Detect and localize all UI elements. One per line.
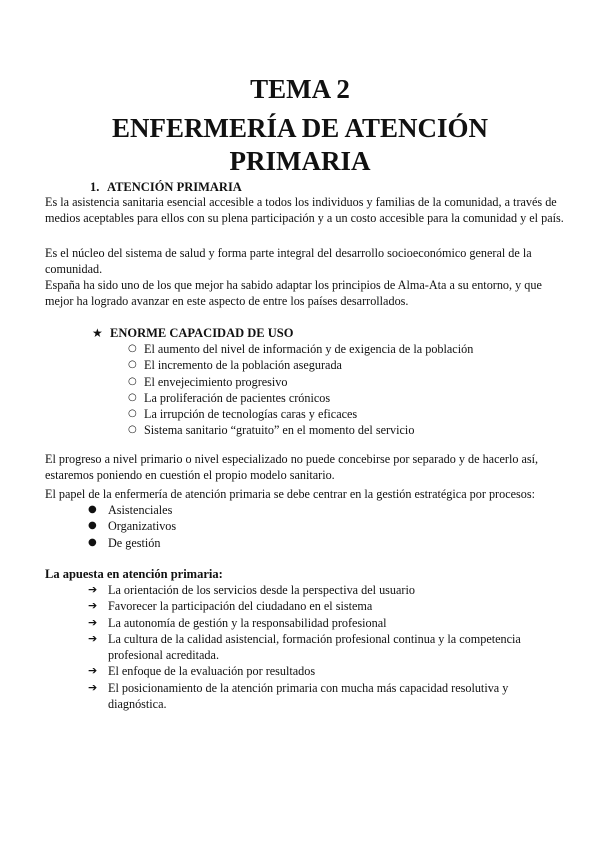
circle-bullet-icon: ○ xyxy=(128,424,137,436)
document-title-line-2: ENFERMERÍA DE ATENCIÓN xyxy=(111,113,489,143)
dot-bullet-icon: ● xyxy=(88,504,97,515)
circle-bullet-icon: ○ xyxy=(128,375,137,387)
list-item xyxy=(88,582,528,598)
list-item-text: La autonomía de gestión y la responsabilidad profesional xyxy=(108,615,387,630)
list-item xyxy=(128,406,473,422)
circle-bullet-icon: ○ xyxy=(128,391,137,403)
arrow-right-icon: ➔ xyxy=(88,631,98,645)
document-title-line-3: PRIMARIA xyxy=(229,146,371,176)
dot-bullet-icon: ● xyxy=(88,536,97,548)
star-icon: ★ xyxy=(92,326,103,340)
list-item-text: Organizativos xyxy=(108,519,177,534)
nursing-role-paragraph: El papel de la enfermería de atención primaria se debe centrar en la gestión estratégica por procesos: xyxy=(45,487,535,501)
circle-bullet-icon: ○ xyxy=(128,359,137,371)
list-item xyxy=(128,422,473,438)
definition-paragraph: Es la asistencia sanitaria esencial accesible a todos los individuos y familias de la comunidad, a través de medios aceptables para ellos con su plena participación y a un costo accesible para la comunidad y el país. xyxy=(45,195,564,225)
apuesta-list xyxy=(88,582,528,712)
list-item xyxy=(128,341,473,357)
list-item xyxy=(128,390,473,406)
list-item xyxy=(88,502,176,518)
list-item xyxy=(88,535,176,551)
progress-paragraph: El progreso a nivel primario o nivel especializado no puede concebirse por separado y de hacerlo así, estaremos poniendo en cuestión el propio modelo sanitario. xyxy=(45,452,539,482)
list-item xyxy=(88,663,528,679)
list-item xyxy=(128,374,473,390)
arrow-right-icon: ➔ xyxy=(88,680,98,694)
capacity-heading-text: ENORME CAPACIDAD DE USO xyxy=(110,326,294,340)
list-item-text: La orientación de los servicios desde la perspectiva del usuario xyxy=(108,583,415,597)
apuesta-heading: La apuesta en atención primaria: xyxy=(45,567,223,581)
list-item-text: El envejecimiento progresivo xyxy=(144,374,288,389)
section-heading xyxy=(90,180,242,195)
list-item-text: La proliferación de pacientes crónicos xyxy=(144,390,331,405)
list-item-text: Sistema sanitario “gratuito” en el momento del servicio xyxy=(144,423,415,438)
arrow-right-icon: ➔ xyxy=(88,615,98,629)
list-item xyxy=(88,680,528,713)
list-item xyxy=(88,598,528,614)
section-heading-text: ATENCIÓN PRIMARIA xyxy=(107,180,242,194)
list-item xyxy=(88,518,176,534)
core-paragraph: Es el núcleo del sistema de salud y forma parte integral del desarrollo socioeconómico general de la comunidad. xyxy=(45,246,532,276)
circle-bullet-icon: ○ xyxy=(128,408,137,420)
arrow-right-icon: ➔ xyxy=(88,664,98,678)
document-title-line-1: TEMA 2 xyxy=(250,74,350,104)
list-item-text: De gestión xyxy=(108,535,161,550)
section-number: 1. xyxy=(90,180,100,194)
capacity-list xyxy=(128,341,473,439)
list-item-text: Favorecer la participación del ciudadano en el sistema xyxy=(108,599,373,614)
list-item-text: Asistenciales xyxy=(108,503,173,517)
list-item xyxy=(88,615,528,631)
list-item xyxy=(128,357,473,373)
list-item-text: El enfoque de la evaluación por resultados xyxy=(108,664,316,679)
arrow-right-icon: ➔ xyxy=(88,599,98,613)
arrow-right-icon: ➔ xyxy=(88,583,98,596)
list-item-text: El posicionamiento de la atención primaria con mucha más capacidad resolutiva y diagnóstica. xyxy=(108,680,509,712)
process-list xyxy=(88,502,176,551)
spain-paragraph: España ha sido uno de los que mejor ha sabido adaptar los principios de Alma-Ata a su entorno, y que mejor ha logrado avanzar en este aspecto de entre los países desarrollados. xyxy=(45,278,542,308)
dot-bullet-icon: ● xyxy=(88,520,97,532)
list-item-text: El aumento del nivel de información y de exigencia de la población xyxy=(144,342,474,356)
capacity-heading xyxy=(92,325,293,341)
list-item-text: El incremento de la población asegurada xyxy=(144,358,342,373)
list-item-text: La irrupción de tecnologías caras y eficaces xyxy=(144,407,358,422)
circle-bullet-icon: ○ xyxy=(128,343,137,354)
list-item xyxy=(88,631,528,664)
list-item-text: La cultura de la calidad asistencial, formación profesional continua y la competencia profesional acreditada. xyxy=(108,631,521,663)
